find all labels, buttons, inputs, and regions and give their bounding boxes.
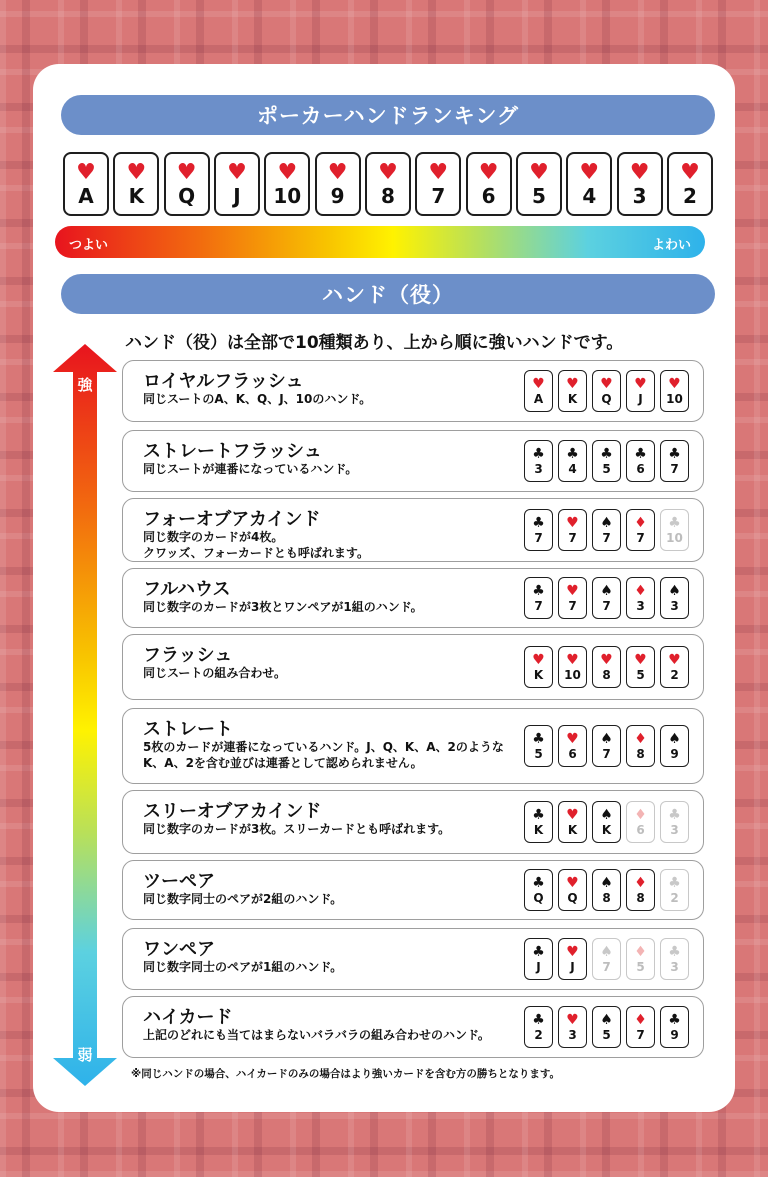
club-icon: ♣	[566, 445, 579, 462]
heart-icon: ♥	[428, 160, 449, 185]
card-rank: 8	[636, 746, 645, 761]
card-rank: Q	[533, 890, 544, 905]
hand-card	[558, 440, 587, 482]
card-rank: A	[533, 391, 544, 406]
hand-row	[122, 790, 704, 854]
card-rank: 9	[330, 184, 345, 208]
hand-card	[592, 869, 621, 911]
card-rank: 5	[534, 746, 543, 761]
hands-title-banner	[61, 274, 715, 314]
heart-icon: ♥	[566, 375, 579, 392]
heart-icon: ♥	[579, 160, 600, 185]
heart-icon: ♥	[668, 375, 681, 392]
heart-icon: ♥	[668, 651, 681, 668]
card-rank: 9	[670, 1027, 679, 1042]
card-rank: 7	[568, 530, 577, 545]
heart-icon: ♥	[478, 160, 499, 185]
hand-card	[524, 869, 553, 911]
card-rank: 6	[636, 461, 645, 476]
heart-icon: ♥	[277, 160, 298, 185]
hand-card	[660, 1006, 689, 1048]
ranking-card	[315, 152, 361, 216]
card-rank: 5	[531, 184, 546, 208]
ranking-card	[415, 152, 461, 216]
hand-name: ストレートフラッシュ	[143, 441, 322, 462]
ranking-card	[113, 152, 159, 216]
hand-name: フルハウス	[143, 579, 231, 600]
hand-card	[524, 440, 553, 482]
hand-card	[592, 801, 621, 843]
hand-card	[626, 440, 655, 482]
strength-arrow	[53, 344, 117, 1086]
card-rank: 8	[602, 890, 611, 905]
hand-card	[660, 509, 689, 551]
ranking-card	[617, 152, 663, 216]
arrow-weak-label: 弱	[77, 1046, 93, 1064]
hand-card	[660, 801, 689, 843]
hand-row	[122, 360, 704, 422]
hand-card	[626, 725, 655, 767]
hand-description: 同じスートのA、K、Q、J、10のハンド。	[143, 392, 372, 406]
hand-name: ハイカード	[143, 1007, 233, 1028]
card-rank: 6	[568, 746, 577, 761]
card-rank: 7	[602, 959, 611, 974]
hand-card	[592, 725, 621, 767]
hand-card	[524, 725, 553, 767]
arrow-strong-label: 強	[77, 376, 93, 394]
hand-card	[660, 370, 689, 412]
ranking-panel	[33, 64, 735, 1112]
ranking-card	[365, 152, 411, 216]
card-rank: 7	[534, 598, 543, 613]
hand-card	[660, 646, 689, 688]
card-rank: 7	[636, 530, 645, 545]
hand-card	[558, 938, 587, 980]
diamond-icon: ♦	[634, 874, 647, 891]
hand-card	[626, 869, 655, 911]
card-rank: 6	[481, 184, 496, 208]
card-rank: Q	[178, 184, 196, 208]
hand-cards	[524, 577, 689, 619]
diamond-icon: ♦	[634, 1011, 647, 1028]
hand-card	[660, 938, 689, 980]
card-rank: 3	[632, 184, 647, 208]
heart-icon: ♥	[566, 1011, 579, 1028]
club-icon: ♣	[600, 445, 613, 462]
card-rank: 10	[273, 184, 302, 208]
hand-card	[558, 1006, 587, 1048]
hand-name: スリーオブアカインド	[143, 801, 322, 822]
card-rank: 6	[636, 822, 645, 837]
card-rank: 5	[636, 959, 645, 974]
club-icon: ♣	[532, 514, 545, 531]
hand-row	[122, 708, 704, 784]
card-rank: 8	[381, 184, 395, 208]
heart-icon: ♥	[327, 160, 348, 185]
card-rank: 7	[670, 461, 679, 476]
hand-card	[558, 801, 587, 843]
weak-label: よわい	[651, 238, 691, 253]
card-rank: K	[128, 184, 145, 208]
spade-icon: ♠	[600, 943, 613, 960]
card-rank: 7	[431, 184, 446, 208]
hand-card	[558, 370, 587, 412]
hand-card	[524, 1006, 553, 1048]
hand-card	[592, 440, 621, 482]
ranking-card-row	[63, 152, 713, 218]
heart-icon: ♥	[680, 160, 700, 185]
hand-description: 同じ数字のカードが3枚とワンペアが1組のハンド。	[143, 600, 423, 614]
club-icon: ♣	[532, 874, 545, 891]
hand-card	[592, 646, 621, 688]
ranking-card	[466, 152, 512, 216]
heart-icon: ♥	[566, 514, 579, 531]
heart-icon: ♥	[566, 874, 579, 891]
hand-row	[122, 634, 704, 700]
club-icon: ♣	[668, 1011, 681, 1028]
ranking-card	[566, 152, 612, 216]
card-rank: 5	[602, 1027, 611, 1042]
spade-icon: ♠	[600, 806, 613, 823]
ranking-card	[214, 152, 260, 216]
hand-description: 5枚のカードが連番になっているハンド。J、Q、K、A、2のようなK、A、2を含む並びは連番として認められません。	[143, 740, 504, 770]
card-rank: K	[601, 822, 612, 837]
card-rank: 7	[602, 746, 611, 761]
club-icon: ♣	[634, 445, 647, 462]
club-icon: ♣	[668, 445, 681, 462]
card-rank: Q	[601, 391, 612, 406]
hand-card	[592, 1006, 621, 1048]
strength-arrow-graphic	[53, 344, 117, 1086]
hand-description: 同じスートが連番になっているハンド。	[143, 462, 358, 476]
hand-name: ツーペア	[143, 871, 215, 892]
hand-card	[660, 869, 689, 911]
card-rank: 4	[568, 461, 577, 476]
ranking-title: ポーカーハンドランキング	[257, 104, 519, 128]
card-rank: 3	[636, 598, 645, 613]
hand-card	[592, 370, 621, 412]
hand-card	[660, 577, 689, 619]
card-rank: K	[567, 822, 578, 837]
spade-icon: ♠	[668, 730, 681, 747]
hand-card	[558, 725, 587, 767]
hand-row	[122, 996, 704, 1058]
hand-card	[626, 801, 655, 843]
hand-card	[626, 370, 655, 412]
heart-icon: ♥	[600, 651, 613, 668]
diamond-icon: ♦	[634, 582, 647, 599]
club-icon: ♣	[668, 514, 681, 531]
card-rank: 3	[568, 1027, 577, 1042]
strength-gradient-bar	[55, 226, 705, 258]
hand-card	[524, 938, 553, 980]
hand-cards	[524, 646, 689, 688]
heart-icon: ♥	[176, 160, 197, 185]
card-rank: 10	[564, 667, 581, 682]
card-rank: 2	[670, 890, 679, 905]
heart-icon: ♥	[378, 160, 398, 185]
strong-label: つよい	[69, 238, 109, 253]
hand-row	[122, 498, 704, 562]
card-rank: 2	[682, 184, 697, 208]
heart-icon: ♥	[634, 651, 647, 668]
heart-icon: ♥	[566, 730, 579, 747]
hand-card	[558, 646, 587, 688]
card-rank: K	[567, 391, 578, 406]
heart-icon: ♥	[532, 651, 545, 668]
hand-cards	[524, 370, 689, 412]
hand-card	[524, 577, 553, 619]
card-rank: Q	[567, 890, 578, 905]
hand-description: 同じ数字同士のペアが1組のハンド。	[143, 960, 343, 974]
hand-cards	[524, 725, 689, 767]
card-rank: 2	[670, 667, 679, 682]
hand-row	[122, 860, 704, 920]
hand-card	[524, 801, 553, 843]
heart-icon: ♥	[227, 160, 247, 185]
heart-icon: ♥	[532, 375, 545, 392]
heart-icon: ♥	[566, 651, 579, 668]
club-icon: ♣	[532, 582, 545, 599]
footnote: ※同じハンドの場合、ハイカードのみの場合はより強いカードを含む方の勝ちとなります。	[131, 1068, 561, 1080]
card-rank: K	[533, 822, 544, 837]
heart-icon: ♥	[76, 160, 96, 185]
card-rank: J	[570, 959, 575, 974]
spade-icon: ♠	[600, 730, 613, 747]
intro-text: ハンド（役）は全部で10種類あり、上から順に強いハンドです。	[125, 333, 624, 353]
card-rank: 7	[602, 530, 611, 545]
hand-cards	[524, 869, 689, 911]
heart-icon: ♥	[566, 806, 579, 823]
spade-icon: ♠	[668, 582, 681, 599]
diamond-icon: ♦	[634, 514, 647, 531]
club-icon: ♣	[532, 730, 545, 747]
club-icon: ♣	[532, 445, 545, 462]
hands-title: ハンド（役）	[322, 283, 454, 307]
ranking-card	[516, 152, 562, 216]
hand-name: フォーオブアカインド	[143, 509, 321, 530]
diamond-icon: ♦	[634, 730, 647, 747]
hand-name: ロイヤルフラッシュ	[143, 371, 304, 392]
ranking-card	[264, 152, 310, 216]
hand-name: ストレート	[143, 719, 233, 740]
card-rank: 3	[670, 598, 679, 613]
diamond-icon: ♦	[634, 943, 647, 960]
hand-card	[592, 509, 621, 551]
card-rank: 7	[602, 598, 611, 613]
club-icon: ♣	[668, 874, 681, 891]
hand-cards	[524, 938, 689, 980]
club-icon: ♣	[668, 806, 681, 823]
card-rank: J	[233, 184, 241, 208]
card-rank: 7	[534, 530, 543, 545]
card-rank: 8	[636, 890, 645, 905]
hand-row	[122, 430, 704, 492]
heart-icon: ♥	[529, 160, 549, 185]
hand-card	[592, 938, 621, 980]
card-rank: 10	[666, 391, 683, 406]
hand-card	[592, 577, 621, 619]
ranking-title-banner	[61, 95, 715, 135]
hand-row	[122, 928, 704, 990]
hand-description: 同じスートの組み合わせ。	[143, 666, 287, 680]
hand-row	[122, 568, 704, 628]
heart-icon: ♥	[126, 160, 147, 185]
hand-card	[626, 577, 655, 619]
card-rank: 7	[568, 598, 577, 613]
hand-cards	[524, 1006, 689, 1048]
club-icon: ♣	[532, 943, 545, 960]
hand-card	[558, 509, 587, 551]
hand-cards	[524, 440, 689, 482]
hand-cards	[524, 509, 689, 551]
club-icon: ♣	[668, 943, 681, 960]
heart-icon: ♥	[566, 943, 579, 960]
hand-description: 同じ数字同士のペアが2組のハンド。	[143, 892, 343, 906]
heart-icon: ♥	[634, 375, 647, 392]
hand-cards	[524, 801, 689, 843]
card-rank: 3	[670, 959, 679, 974]
spade-icon: ♠	[600, 1011, 613, 1028]
hand-card	[524, 646, 553, 688]
hand-card	[558, 577, 587, 619]
club-icon: ♣	[532, 1011, 545, 1028]
card-rank: J	[536, 959, 541, 974]
card-rank: 2	[534, 1027, 543, 1042]
hand-card	[626, 646, 655, 688]
hand-description: 同じ数字のカードが3枚。スリーカードとも呼ばれます。	[143, 822, 451, 836]
hand-name: フラッシュ	[143, 645, 233, 666]
card-rank: 4	[582, 184, 597, 208]
card-rank: 7	[636, 1027, 645, 1042]
hand-name: ワンペア	[143, 939, 215, 960]
club-icon: ♣	[532, 806, 545, 823]
hand-card	[660, 440, 689, 482]
hand-card	[626, 509, 655, 551]
ranking-card	[667, 152, 713, 216]
card-rank: J	[638, 391, 643, 406]
hand-description: 同じ数字のカードが4枚。 クワッズ、フォーカードとも呼ばれます。	[143, 530, 369, 560]
card-rank: 5	[602, 461, 611, 476]
hand-card	[626, 938, 655, 980]
heart-icon: ♥	[566, 582, 579, 599]
spade-icon: ♠	[600, 514, 613, 531]
card-rank: 3	[670, 822, 679, 837]
card-rank: 3	[534, 461, 543, 476]
hand-card	[524, 370, 553, 412]
card-rank: 8	[602, 667, 611, 682]
card-rank: K	[533, 667, 544, 682]
spade-icon: ♠	[600, 582, 613, 599]
hand-description: 上記のどれにも当てはまらないバラバラの組み合わせのハンド。	[143, 1028, 490, 1042]
card-rank: 9	[670, 746, 679, 761]
heart-icon: ♥	[629, 160, 650, 185]
ranking-card	[63, 152, 109, 216]
hand-card	[524, 509, 553, 551]
card-rank: 5	[636, 667, 645, 682]
heart-icon: ♥	[600, 375, 613, 392]
hand-card	[626, 1006, 655, 1048]
card-rank: A	[78, 184, 94, 208]
card-rank: 10	[666, 530, 683, 545]
diamond-icon: ♦	[634, 806, 647, 823]
hand-card	[660, 725, 689, 767]
ranking-card	[164, 152, 210, 216]
spade-icon: ♠	[600, 874, 613, 891]
hand-card	[558, 869, 587, 911]
